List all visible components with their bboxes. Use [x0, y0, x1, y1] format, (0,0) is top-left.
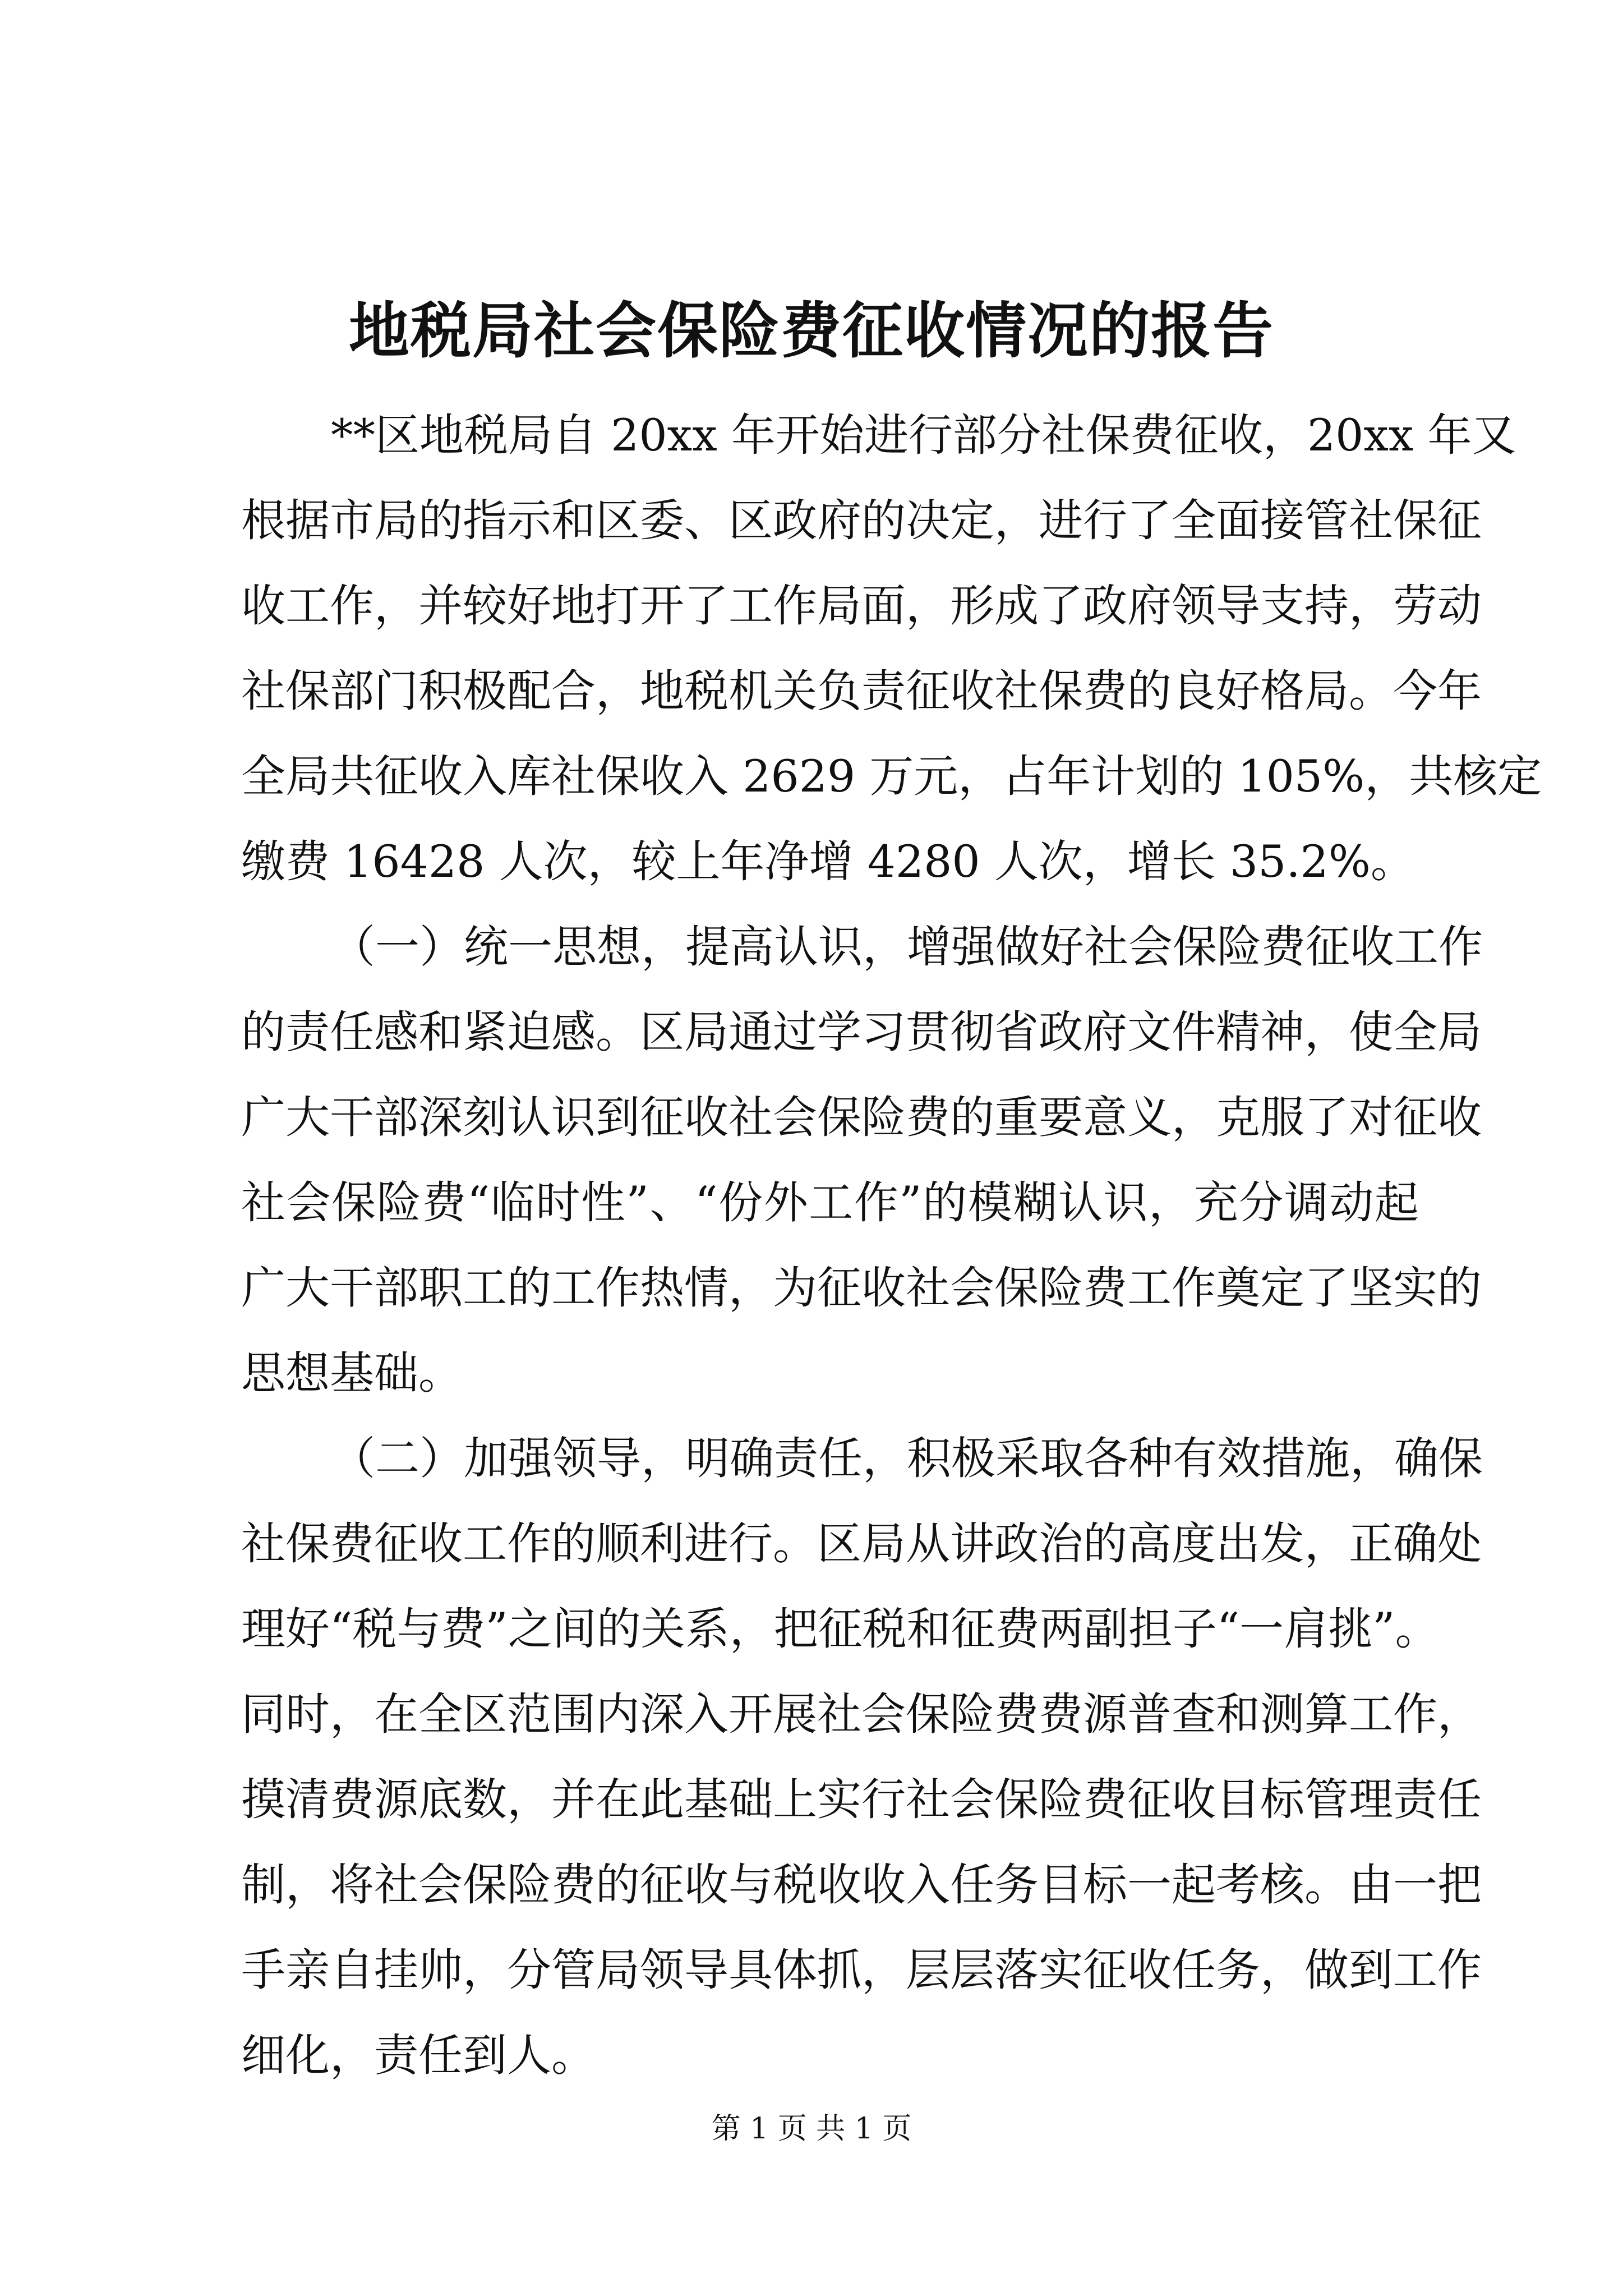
paragraph-line: 制，将社会保险费的征收与税收收入任务目标一起考核。由一把	[241, 1859, 1482, 1911]
paragraph-line: 缴费 16428 人次，较上年净增 4280 人次，增长 35.2%。	[241, 836, 1415, 887]
paragraph-line: 手亲自挂帅，分管局领导具体抓，层层落实征收任务，做到工作	[241, 1944, 1482, 1996]
paragraph-line: 社会保险费“临时性”、“份外工作”的模糊认识，充分调动起	[241, 1177, 1419, 1228]
paragraph-line: 理好“税与费”之间的关系，把征税和征费两副担子“一肩挑”。	[241, 1603, 1440, 1655]
paragraph-line: 广大干部职工的工作热情，为征收社会保险费工作奠定了坚实的	[241, 1262, 1482, 1314]
paragraph-line: 思想基础。	[241, 1347, 463, 1399]
document-body	[241, 393, 1542, 2098]
paragraph-line: 广大干部深刻认识到征收社会保险费的重要意义，克服了对征收	[241, 1092, 1482, 1143]
paragraph-line: （二）加强领导，明确责任，积极采取各种有效措施，确保	[331, 1433, 1483, 1484]
paragraph-line: 根据市局的指示和区委、区政府的决定，进行了全面接管社保征	[241, 495, 1482, 546]
paragraph-line: 社保费征收工作的顺利进行。区局从讲政治的高度出发，正确处	[241, 1518, 1482, 1570]
paragraph-line: **区地税局自 20xx 年开始进行部分社保费征收，20xx 年又	[331, 409, 1516, 461]
paragraph-line: 全局共征收入库社保收入 2629 万元，占年计划的 105%，共核定	[241, 751, 1542, 802]
page-footer: 第 1 页 共 1 页	[711, 2112, 912, 2146]
paragraph-line: （一）统一思想，提高认识，增强做好社会保险费征收工作	[331, 921, 1483, 973]
paragraph-intro	[241, 393, 1542, 904]
paragraph-line: 细化，责任到人。	[241, 2030, 596, 2081]
paragraph-line: 同时，在全区范围内深入开展社会保险费费源普查和测算工作，	[241, 1688, 1482, 1740]
document-title: 地税局社会保险费征收情况的报告	[348, 296, 1274, 366]
paragraph-line: 收工作，并较好地打开了工作局面，形成了政府领导支持，劳动	[241, 580, 1482, 632]
paragraph-section-1	[241, 904, 1483, 1416]
paragraph-section-2	[241, 1416, 1483, 2098]
paragraph-line: 摸清费源底数，并在此基础上实行社会保险费征收目标管理责任	[241, 1774, 1482, 1825]
paragraph-line: 社保部门积极配合，地税机关负责征收社保费的良好格局。今年	[241, 665, 1482, 717]
paragraph-line: 的责任感和紧迫感。区局通过学习贯彻省政府文件精神，使全局	[241, 1006, 1482, 1058]
